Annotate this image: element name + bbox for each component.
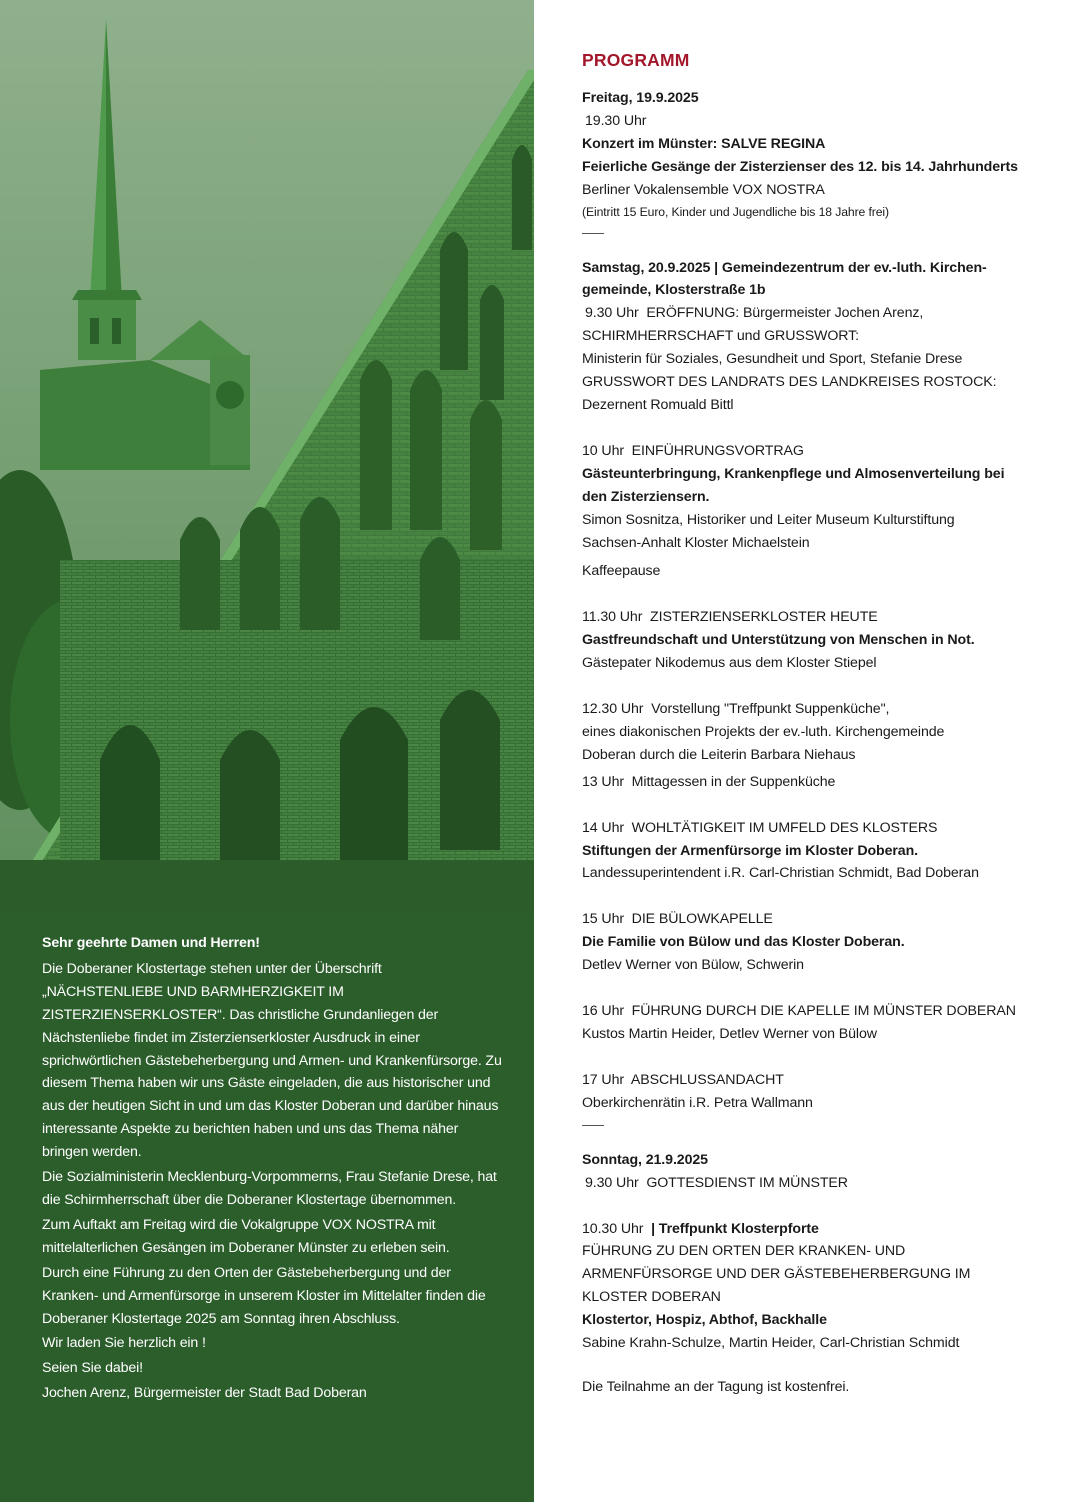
lunch-title: Mittagessen in der Suppenküche: [631, 773, 836, 790]
sunday-tour-time: 10.30 Uhr: [582, 1220, 644, 1237]
sunday-tour-line2: ARMENFÜRSORGE UND DER GÄSTEBEHERBERGUNG IM: [582, 1266, 971, 1283]
today-block: [582, 606, 1030, 675]
lecture-title: EINFÜHRUNGSVORTRAG: [631, 442, 804, 459]
opening-line3: Ministerin für Soziales, Gesundheit und Sport, Stefanie Drese: [582, 351, 963, 368]
program-heading: PROGRAMM: [582, 50, 690, 70]
sunday-tour-line3: KLOSTER DOBERAN: [582, 1289, 721, 1306]
opening-line4: GRUSSWORT DES LANDRATS DES LANDKREISES ROSTOCK:: [582, 374, 997, 391]
saturday-header: [582, 257, 1030, 303]
sunday-tour-meeting: | Treffpunkt Klosterpforte: [651, 1220, 819, 1237]
letter-greeting: Sehr geehrte Damen und Herren!: [42, 935, 260, 951]
sunday-date: Sonntag, 21.9.2025: [582, 1151, 708, 1168]
welcome-letter: [0, 912, 534, 1502]
closing-title: ABSCHLUSSANDACHT: [630, 1071, 784, 1088]
opening-title: ERÖFFNUNG: Bürgermeister Jochen Arenz,: [646, 305, 924, 322]
sunday-tour-block: [582, 1218, 1030, 1355]
sunday-tour-places: Klostertor, Hospiz, Abthof, Backhalle: [582, 1312, 827, 1329]
sunday-tour-guides: Sabine Krahn-Schulze, Martin Heider, Carl-Christian Schmidt: [582, 1335, 960, 1352]
today-speaker: Gästepater Nikodemus aus dem Kloster Stiepel: [582, 655, 877, 672]
friday-time: 19.30 Uhr: [585, 112, 647, 129]
sunday-tour-line1: FÜHRUNG ZU DEN ORTEN DER KRANKEN- UND: [582, 1243, 906, 1260]
today-sub: Gastfreundschaft und Unterstützung von Menschen in Not.: [582, 632, 975, 649]
closing-time: 17 Uhr: [582, 1071, 624, 1088]
letter-paragraph: Durch eine Führung zu den Orten der Gästebeherbergung und der Kranken- und Armenfürsorge in unserem Kloster im Mittelalter finden die Doberaner Klostertage 2025 am Sonntag ihren Abschluss.: [42, 1264, 486, 1327]
sunday-block: [582, 1149, 1030, 1195]
friday-block: [582, 87, 1030, 234]
soup-block: [582, 698, 1030, 767]
closing-speaker: Oberkirchenrätin i.R. Petra Wallmann: [582, 1094, 813, 1111]
charity-sub: Stiftungen der Armenfürsorge im Kloster Doberan.: [582, 842, 919, 859]
chapel-speaker: Detlev Werner von Bülow, Schwerin: [582, 957, 804, 974]
opening-time: 9.30 Uhr: [585, 305, 639, 322]
lecture-block: [582, 440, 1030, 583]
separator: [582, 1125, 604, 1126]
letter-paragraph: Zum Auftakt am Freitag wird die Vokalgruppe VOX NOSTRA mit mittelalterlichen Gesängen im Doberaner Münster zu erleben sein.: [42, 1216, 450, 1256]
soup-line2: Doberan durch die Leiterin Barbara Niehaus: [582, 746, 856, 763]
opening-line5: Dezernent Romuald Bittl: [582, 396, 734, 413]
soup-title: Vorstellung "Treffpunkt Suppenküche",: [651, 701, 890, 718]
today-title: ZISTERZIENSERKLOSTER HEUTE: [650, 609, 878, 626]
letter-signature: Jochen Arenz, Bürgermeister der Stadt Bad Doberan: [42, 1385, 367, 1402]
left-panel: [0, 0, 534, 1502]
closing-block: [582, 1069, 1030, 1126]
letter-paragraph: Die Doberaner Klostertage stehen unter der Überschrift „NÄCHSTENLIEBE UND BARMHERZIGKEIT IM ZISTERZIENSERKLOSTER“. Das christliche Grundanliegen der Nächstenliebe findet im Zisterzienserkloster Ausdruck in einer sprichwörtlichen Gästebeherbergung und Armen- und Krankenfürsorge. Zu diesem Thema haben wir uns Gäste eingeladen, die aus historischer und aus der heutigen Sicht in und um das Kloster Doberan und darüber hinaus interessante Aspekte zu berichten haben und uns das Thema näher bringen werden.: [42, 960, 502, 1161]
service-time: 9.30 Uhr: [585, 1174, 639, 1191]
letter-paragraph: Seien Sie dabei!: [42, 1360, 143, 1377]
soup-line1: eines diakonischen Projekts der ev.-luth. Kirchengemeinde: [582, 723, 945, 740]
charity-title: WOHLTÄTIGKEIT IM UMFELD DES KLOSTERS: [631, 819, 938, 836]
saturday-date: Samstag, 20.9.2025 | Gemeindezentrum der ev.-luth. Kirchen-: [582, 259, 987, 276]
friday-title: Konzert im Münster: SALVE REGINA: [582, 135, 826, 152]
coffee-break: Kaffeepause: [582, 563, 661, 580]
footer-note: Die Teilnahme an der Tagung ist kostenfrei.: [582, 1378, 850, 1395]
lunch-time: 13 Uhr: [582, 773, 624, 790]
friday-date: Freitag, 19.9.2025: [582, 90, 699, 106]
program-panel: [534, 0, 1070, 1502]
chapel-sub: Die Familie von Bülow und das Kloster Doberan.: [582, 934, 905, 951]
separator: [582, 233, 604, 234]
lunch-block: [582, 771, 1030, 794]
friday-performer: Berliner Vokalensemble VOX NOSTRA: [582, 181, 825, 198]
tour-time: 16 Uhr: [582, 1003, 624, 1020]
lecture-time: 10 Uhr: [582, 442, 624, 459]
service-title: GOTTESDIENST IM MÜNSTER: [646, 1174, 848, 1191]
soup-time: 12.30 Uhr: [582, 701, 644, 718]
today-time: 11.30 Uhr: [582, 609, 643, 626]
tour-title: FÜHRUNG DURCH DIE KAPELLE IM MÜNSTER DOBERAN: [631, 1003, 1016, 1020]
chapel-title: DIE BÜLOWKAPELLE: [631, 911, 773, 928]
monastery-photo: [0, 0, 534, 912]
lecture-sub2: den Zisterziensern.: [582, 488, 710, 505]
letter-paragraph: Wir laden Sie herzlich ein !: [42, 1335, 206, 1352]
charity-speaker: Landessuperintendent i.R. Carl-Christian Schmidt, Bad Doberan: [582, 865, 979, 882]
tour-speaker: Kustos Martin Heider, Detlev Werner von Bülow: [582, 1026, 877, 1042]
letter-paragraph: Die Sozialministerin Mecklenburg-Vorpommerns, Frau Stefanie Drese, hat die Schirmherrschaft über die Doberaner Klostertage übernommen.: [42, 1169, 497, 1208]
lecture-speaker2: Sachsen-Anhalt Kloster Michaelstein: [582, 534, 810, 551]
lecture-speaker1: Simon Sosnitza, Historiker und Leiter Museum Kulturstiftung: [582, 511, 955, 528]
charity-block: [582, 817, 1030, 886]
chapel-time: 15 Uhr: [582, 911, 624, 928]
chapel-block: [582, 908, 1030, 977]
opening-block: [582, 302, 1030, 417]
tour-block: [582, 1000, 1030, 1046]
friday-subtitle: Feierliche Gesänge der Zisterzienser des 12. bis 14. Jahrhunderts: [582, 158, 1018, 175]
saturday-venue: gemeinde, Klosterstraße 1b: [582, 282, 766, 299]
charity-time: 14 Uhr: [582, 819, 624, 836]
lecture-sub1: Gästeunterbringung, Krankenpflege und Almosenverteilung bei: [582, 465, 1005, 482]
opening-line2: SCHIRMHERRSCHAFT und GRUSSWORT:: [582, 328, 860, 345]
friday-note: (Eintritt 15 Euro, Kinder und Jugendliche bis 18 Jahre frei): [582, 204, 889, 219]
opening-line: [582, 302, 1030, 325]
